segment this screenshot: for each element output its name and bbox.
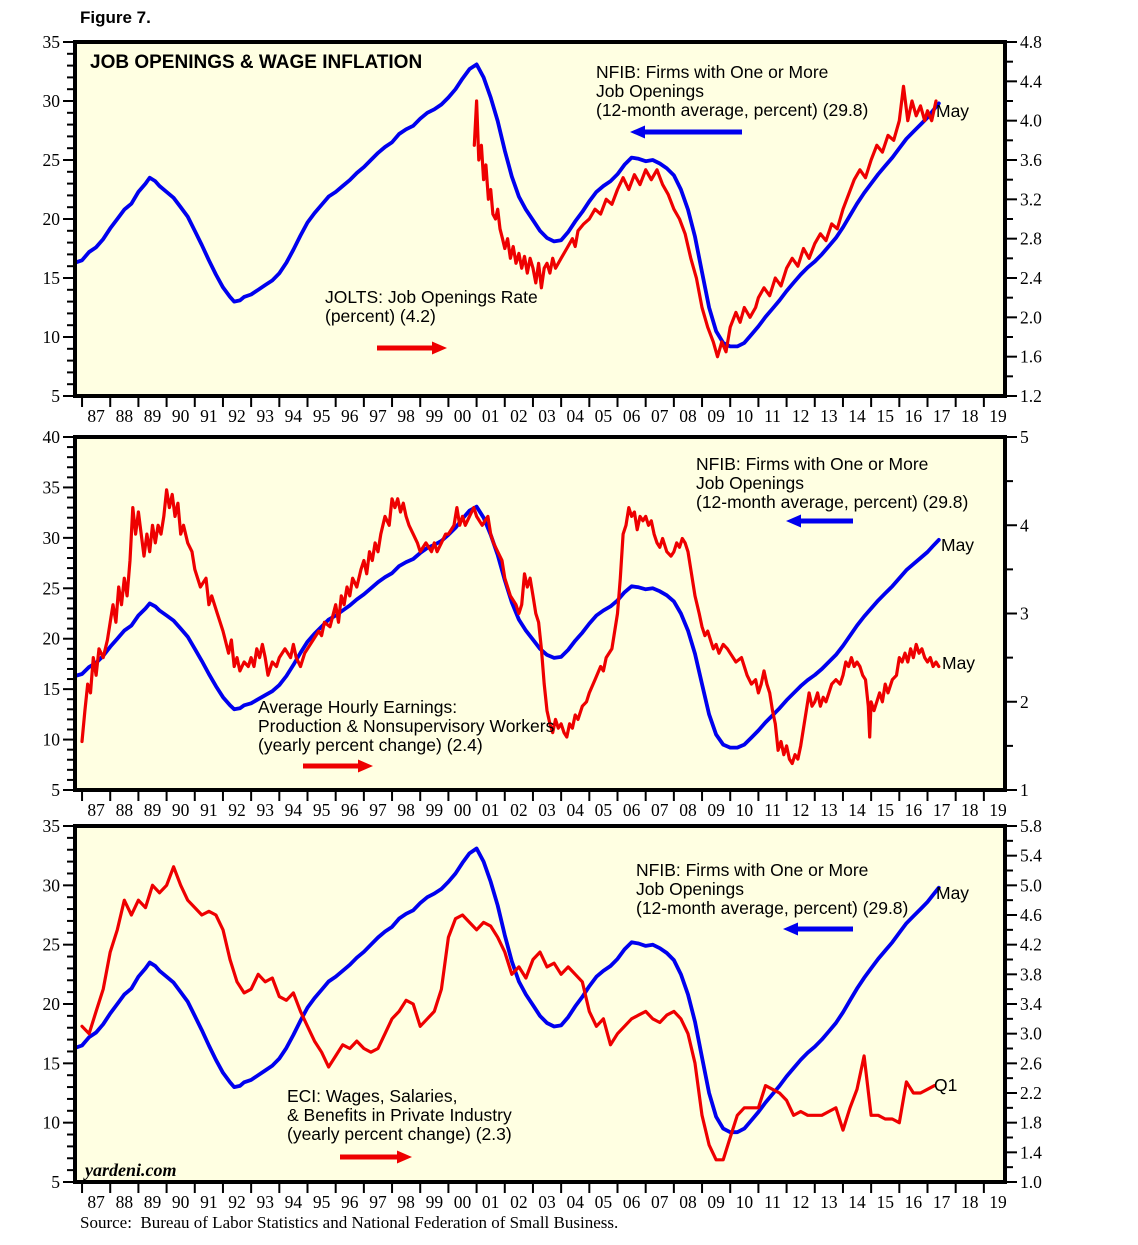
x-axis-label: 02 — [510, 406, 528, 426]
x-axis-label: 18 — [961, 800, 979, 820]
x-axis-label: 90 — [171, 800, 190, 820]
right-axis-label: 4.8 — [1020, 32, 1042, 52]
eci-annotation: ECI: Wages, Salaries, — [287, 1086, 458, 1106]
nfib-annotation: NFIB: Firms with One or More — [596, 62, 829, 82]
bottom-chart — [43, 816, 1043, 1212]
right-axis-label: 3.2 — [1020, 189, 1042, 210]
x-axis-label: 88 — [115, 1192, 134, 1212]
right-axis-label: 1 — [1020, 780, 1029, 800]
x-axis-label: 88 — [115, 800, 134, 820]
left-axis-label: 20 — [42, 994, 60, 1014]
jolts-annotation: (percent) (4.2) — [325, 306, 436, 326]
x-axis-label: 87 — [87, 800, 105, 820]
right-axis-label: 3 — [1020, 603, 1029, 624]
x-axis-label: 97 — [369, 800, 387, 820]
x-axis-label: 94 — [284, 800, 303, 820]
x-axis-label: 13 — [820, 406, 838, 426]
right-axis-label: 2.8 — [1020, 228, 1042, 249]
x-axis-label: 17 — [932, 406, 951, 426]
right-axis-label: 4.4 — [1020, 71, 1042, 92]
x-axis-label: 18 — [961, 1192, 979, 1212]
x-axis-label: 08 — [679, 1192, 697, 1212]
right-axis-label: 1.2 — [1020, 386, 1042, 406]
right-axis-label: 4 — [1020, 515, 1029, 536]
left-axis-label: 35 — [42, 816, 60, 836]
x-axis-label: 03 — [538, 800, 556, 820]
left-axis-label: 35 — [42, 32, 60, 52]
x-axis-label: 19 — [989, 406, 1007, 426]
x-axis-label: 06 — [622, 406, 641, 426]
x-axis-label: 14 — [848, 406, 866, 426]
x-axis-label: 04 — [566, 406, 584, 426]
right-axis-label: 5 — [1020, 427, 1029, 447]
ahe-annotation: Production & Nonsupervisory Workers — [258, 716, 555, 736]
x-axis-label: 95 — [312, 406, 331, 426]
nfib-annotation: Job Openings — [636, 879, 744, 899]
x-axis-label: 04 — [566, 800, 584, 820]
left-axis-label: 20 — [42, 628, 60, 649]
nfib-annotation: (12-month average, percent) (29.8) — [696, 492, 969, 512]
x-axis-label: 05 — [594, 1192, 613, 1212]
right-axis-label: 3.4 — [1020, 994, 1042, 1014]
x-axis-label: 11 — [764, 1192, 781, 1212]
x-axis-label: 09 — [707, 406, 725, 426]
x-axis-label: 13 — [820, 1192, 838, 1212]
x-axis-label: 95 — [312, 800, 331, 820]
left-axis-label: 5 — [51, 1172, 60, 1192]
x-axis-label: 03 — [538, 1192, 556, 1212]
x-axis-label: 98 — [397, 1192, 415, 1212]
may-label-blue: May — [936, 101, 970, 121]
yardeni-watermark: yardeni.com — [85, 1160, 177, 1180]
x-axis-label: 12 — [791, 1192, 810, 1212]
left-axis-label: 5 — [51, 386, 60, 406]
x-axis-label: 19 — [989, 1192, 1007, 1212]
x-axis-label: 89 — [143, 406, 162, 426]
nfib-annotation: NFIB: Firms with One or More — [636, 860, 869, 880]
x-axis-label: 10 — [735, 1192, 754, 1212]
x-axis-label: 89 — [143, 800, 162, 820]
eci-annotation: (yearly percent change) (2.3) — [287, 1124, 512, 1144]
x-axis-label: 08 — [679, 800, 697, 820]
middle-chart — [43, 427, 1030, 820]
left-axis-label: 30 — [42, 91, 60, 111]
x-axis-label: 11 — [764, 406, 781, 426]
x-axis-label: 90 — [171, 1192, 190, 1212]
x-axis-label: 99 — [425, 1192, 444, 1212]
x-axis-label: 93 — [256, 800, 274, 820]
x-axis-label: 99 — [425, 406, 444, 426]
x-axis-label: 98 — [397, 406, 415, 426]
x-axis-label: 92 — [228, 1192, 246, 1212]
ahe-annotation: (yearly percent change) (2.4) — [258, 735, 483, 755]
q1-label-red: Q1 — [934, 1075, 958, 1095]
x-axis-label: 01 — [481, 800, 500, 820]
left-axis-label: 10 — [42, 327, 60, 347]
x-axis-label: 99 — [425, 800, 444, 820]
x-axis-label: 07 — [651, 406, 669, 426]
x-axis-label: 11 — [764, 800, 781, 820]
x-axis-label: 01 — [481, 406, 500, 426]
eci-annotation: & Benefits in Private Industry — [287, 1105, 512, 1125]
left-axis-label: 5 — [51, 780, 60, 800]
x-axis-label: 96 — [341, 800, 359, 820]
x-axis-label: 13 — [820, 800, 838, 820]
nfib-annotation: (12-month average, percent) (29.8) — [636, 898, 909, 918]
nfib-annotation: (12-month average, percent) (29.8) — [596, 100, 869, 120]
x-axis-label: 01 — [481, 1192, 500, 1212]
x-axis-label: 04 — [566, 1192, 584, 1212]
right-axis-label: 2.2 — [1020, 1083, 1042, 1103]
right-axis-label: 2.4 — [1020, 268, 1042, 288]
right-axis-label: 5.8 — [1020, 816, 1042, 836]
may-label-blue: May — [941, 535, 975, 555]
left-axis-label: 10 — [42, 729, 60, 750]
right-axis-label: 5.0 — [1020, 875, 1042, 896]
x-axis-label: 14 — [848, 800, 866, 820]
left-axis-label: 15 — [42, 679, 60, 700]
jolts-annotation: JOLTS: Job Openings Rate — [325, 287, 538, 307]
left-axis-label: 35 — [42, 477, 60, 498]
x-axis-label: 14 — [848, 1192, 866, 1212]
x-axis-label: 19 — [989, 800, 1007, 820]
x-axis-label: 15 — [876, 406, 894, 426]
x-axis-label: 05 — [594, 406, 613, 426]
right-axis-label: 2.0 — [1020, 307, 1042, 328]
x-axis-label: 10 — [735, 406, 754, 426]
x-axis-label: 16 — [904, 406, 923, 426]
x-axis-label: 09 — [707, 1192, 725, 1212]
x-axis-label: 03 — [538, 406, 556, 426]
x-axis-label: 00 — [453, 406, 472, 426]
x-axis-label: 88 — [115, 406, 134, 426]
x-axis-label: 93 — [256, 1192, 274, 1212]
x-axis-label: 12 — [791, 406, 810, 426]
x-axis-label: 06 — [622, 1192, 641, 1212]
x-axis-label: 10 — [735, 800, 754, 820]
left-axis-label: 25 — [42, 150, 60, 170]
x-axis-label: 94 — [284, 1192, 303, 1212]
top-chart — [43, 32, 1043, 426]
figure-label: Figure 7. — [80, 8, 151, 27]
nfib-annotation: Job Openings — [696, 473, 804, 493]
x-axis-label: 07 — [651, 1192, 669, 1212]
x-axis-label: 15 — [876, 800, 894, 820]
right-axis-label: 1.0 — [1020, 1172, 1042, 1192]
ahe-annotation: Average Hourly Earnings: — [258, 697, 458, 717]
x-axis-label: 89 — [143, 1192, 162, 1212]
x-axis-label: 90 — [171, 406, 190, 426]
left-axis-label: 20 — [42, 209, 60, 229]
x-axis-label: 17 — [932, 1192, 951, 1212]
x-axis-label: 97 — [369, 406, 387, 426]
x-axis-label: 17 — [932, 800, 951, 820]
x-axis-label: 02 — [510, 1192, 528, 1212]
x-axis-label: 91 — [200, 1192, 218, 1212]
x-axis-label: 08 — [679, 406, 697, 426]
x-axis-label: 00 — [453, 800, 472, 820]
panel-title: JOB OPENINGS & WAGE INFLATION — [90, 52, 423, 73]
x-axis-label: 05 — [594, 800, 613, 820]
right-axis-label: 2 — [1020, 691, 1029, 712]
x-axis-label: 07 — [651, 800, 669, 820]
right-axis-label: 1.4 — [1020, 1142, 1042, 1163]
x-axis-label: 94 — [284, 406, 303, 426]
left-axis-label: 30 — [42, 875, 60, 896]
right-axis-label: 5.4 — [1020, 845, 1042, 866]
may-label-blue: May — [936, 883, 970, 903]
left-axis-label: 25 — [42, 934, 60, 955]
x-axis-label: 16 — [904, 800, 923, 820]
x-axis-label: 96 — [341, 406, 359, 426]
x-axis-label: 91 — [200, 406, 218, 426]
x-axis-label: 96 — [341, 1192, 359, 1212]
plot-area — [75, 42, 1005, 396]
source-note: Source: Bureau of Labor Statistics and National Federation of Small Business. — [80, 1213, 619, 1232]
may-label-red: May — [942, 653, 976, 673]
right-axis-label: 3.0 — [1020, 1023, 1042, 1044]
x-axis-label: 95 — [312, 1192, 331, 1212]
left-axis-label: 25 — [42, 578, 60, 599]
left-axis-label: 10 — [42, 1112, 60, 1133]
x-axis-label: 98 — [397, 800, 415, 820]
nfib-annotation: Job Openings — [596, 81, 704, 101]
left-axis-label: 40 — [42, 427, 60, 447]
right-axis-label: 2.6 — [1020, 1053, 1042, 1074]
right-axis-label: 3.8 — [1020, 964, 1042, 985]
x-axis-label: 09 — [707, 800, 725, 820]
nfib-annotation: NFIB: Firms with One or More — [696, 454, 929, 474]
x-axis-label: 06 — [622, 800, 641, 820]
right-axis-label: 4.2 — [1020, 934, 1042, 955]
right-axis-label: 1.8 — [1020, 1112, 1042, 1133]
x-axis-label: 02 — [510, 800, 528, 820]
x-axis-label: 00 — [453, 1192, 472, 1212]
x-axis-label: 92 — [228, 406, 246, 426]
left-axis-label: 15 — [42, 1053, 60, 1074]
x-axis-label: 87 — [87, 406, 105, 426]
left-axis-label: 30 — [42, 527, 60, 548]
x-axis-label: 87 — [87, 1192, 105, 1212]
x-axis-label: 92 — [228, 800, 246, 820]
x-axis-label: 91 — [200, 800, 218, 820]
x-axis-label: 97 — [369, 1192, 387, 1212]
x-axis-label: 93 — [256, 406, 274, 426]
x-axis-label: 18 — [961, 406, 979, 426]
right-axis-label: 4.0 — [1020, 110, 1042, 131]
right-axis-label: 4.6 — [1020, 905, 1042, 925]
x-axis-label: 16 — [904, 1192, 923, 1212]
right-axis-label: 1.6 — [1020, 346, 1042, 367]
left-axis-label: 15 — [42, 268, 60, 288]
x-axis-label: 15 — [876, 1192, 894, 1212]
right-axis-label: 3.6 — [1020, 150, 1042, 170]
x-axis-label: 12 — [791, 800, 810, 820]
